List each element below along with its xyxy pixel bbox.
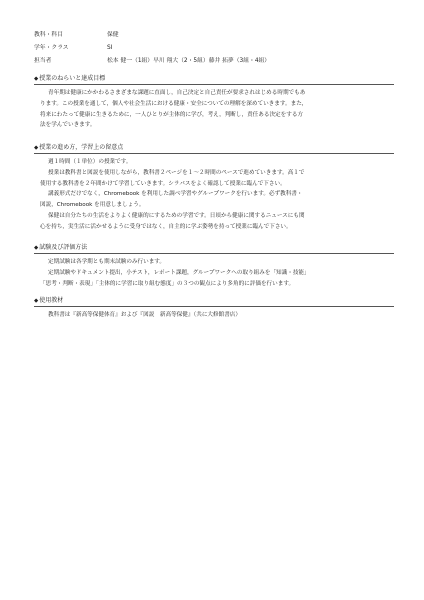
section-heading <box>34 143 394 153</box>
body-line: 青年期は健康にかかわるさまざまな課題に直面し，自己決定と自己責任が要求されはじめる時期でもあ <box>48 90 306 96</box>
section-heading <box>34 296 394 306</box>
course-info-label: 学年・クラス <box>34 44 69 51</box>
section-title: 授業の進め方，学習上の留意点 <box>39 144 124 151</box>
diamond-bullet-icon: ◆ <box>34 298 39 304</box>
course-info-value: SI <box>107 44 113 51</box>
course-info-label: 担当者 <box>34 57 52 64</box>
body-line: 保健は自分たちの生活をよりよく健康的にするための学習です。日頃から健康に関するニュースにも関 <box>48 212 305 219</box>
body-line: 教科書は『新高等保健体育』および『図説 新高等保健』（共に大修館書店） <box>48 312 241 318</box>
course-info-row-teacher <box>34 55 394 68</box>
body-line: 図説，Chromebook を用意しましょう。 <box>40 202 145 209</box>
course-info-label: 教科・科目 <box>34 31 63 38</box>
course-info-row-subject <box>34 29 394 42</box>
section-heading <box>34 243 394 253</box>
section-body <box>34 257 394 289</box>
body-line: 定期試験やドキュメント提出，小テスト，レポート課題，グループワークへの取り組みを「知識・技能」 <box>48 269 310 276</box>
body-line: 将来にわたって健康に生きるために，一人ひとりが主体的に学び，考え，判断し，責任ある決定をする方 <box>40 111 304 118</box>
body-line: ります。この授業を通して，個人や社会生活における健康・安全についての理解を深めていきます。また， <box>40 100 308 107</box>
course-info-value: 松本 健一（1組）早川 翔大（2・5組）藤井 拓夢（3組・4組） <box>107 57 271 64</box>
course-info-value: 保健 <box>107 31 119 38</box>
body-line: 定期試験は各学期とも期末試験のみ行います。 <box>48 259 166 265</box>
body-line: 使用する教科書を２年間かけて学習していきます。シラバスをよく確認して授業に臨んで下さい。 <box>40 180 286 187</box>
section-body <box>34 310 394 321</box>
section-title: 授業のねらいと達成目標 <box>39 75 106 82</box>
body-line: 法を学んでいきます。 <box>40 122 96 129</box>
diamond-bullet-icon: ◆ <box>34 76 39 82</box>
body-line: 週１時間（１単位）の授業です。 <box>48 159 132 165</box>
section-heading <box>34 74 394 84</box>
body-line: 心を持ち，実生活に活かせるように受身ではなく，自主的に学ぶ姿勢を持って授業に臨んで下さい。 <box>40 223 292 230</box>
body-line: 「思考・判断・表現」「主体的に学習に取り組む態度」の３つの観点により多角的に評価を行います。 <box>40 280 295 287</box>
section-body <box>34 157 394 233</box>
section-title: 使用教材 <box>39 297 64 304</box>
section-body <box>34 88 394 131</box>
section-method <box>34 143 394 233</box>
section-title: 試験及び評価方法 <box>39 244 88 251</box>
diamond-bullet-icon: ◆ <box>34 245 39 251</box>
section-divider <box>34 253 394 254</box>
body-line: 授業は教科書と図説を使用しながら，教科書２ページを１～２時間のペースで進めていきます。高１で <box>48 169 305 176</box>
course-info-row-grade <box>34 42 394 55</box>
section-materials <box>34 296 394 321</box>
section-evaluation <box>34 243 394 289</box>
section-divider <box>34 306 394 307</box>
section-divider <box>34 153 394 154</box>
body-line: 講義形式だけでなく，Chromebook を利用した調べ学習やグループワークを行います。必ず教科書・ <box>48 191 303 198</box>
section-aims <box>34 74 394 131</box>
course-info <box>34 29 394 68</box>
diamond-bullet-icon: ◆ <box>34 145 39 151</box>
section-divider <box>34 84 394 85</box>
